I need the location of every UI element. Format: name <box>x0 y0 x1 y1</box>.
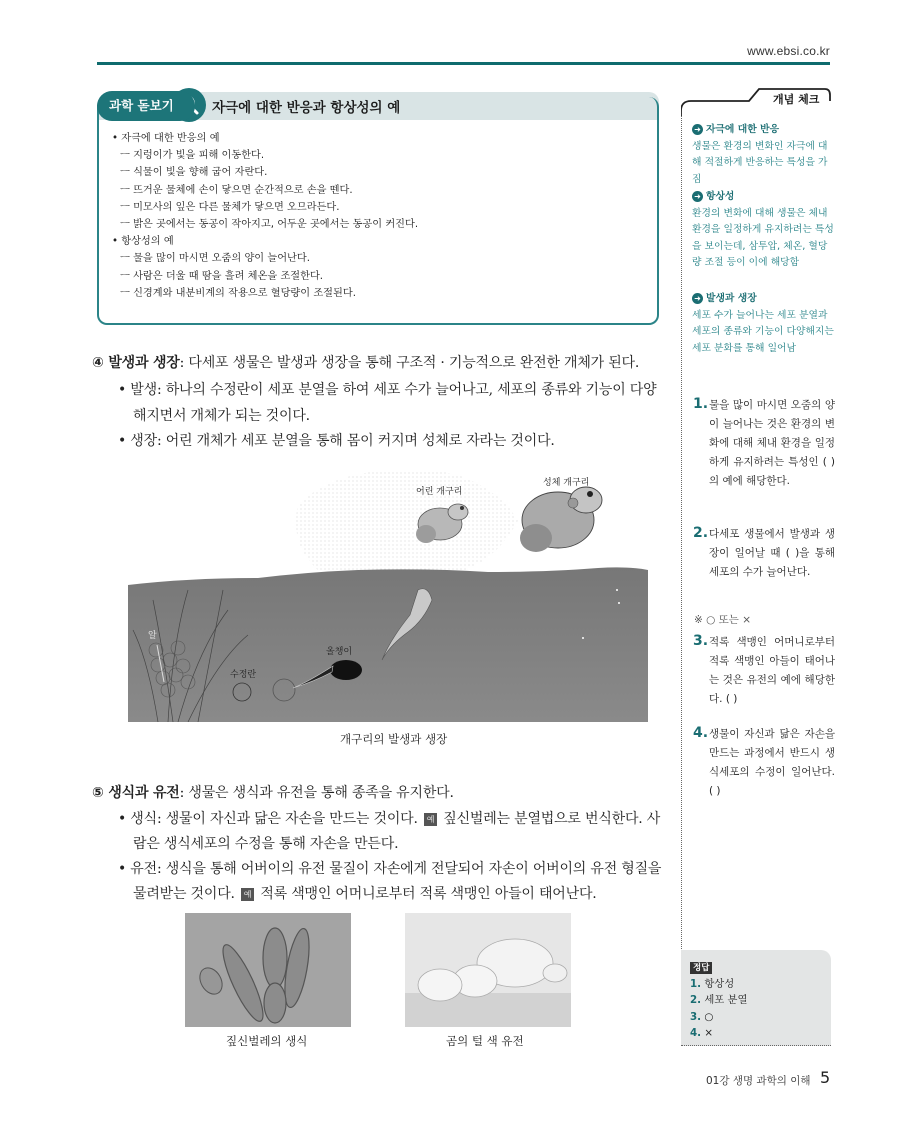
list-item: ㅡ 물을 많이 마시면 오줌의 양이 늘어난다. <box>120 253 310 265</box>
example-badge: 예 <box>424 813 437 826</box>
arrow-right-icon: ➜ <box>692 124 703 135</box>
list-item: ㅡ 사람은 더울 때 땀을 흘려 체온을 조절한다. <box>120 270 324 282</box>
polar-bear-photo <box>405 913 571 1027</box>
paramecium-caption: 짚신벌레의 생식 <box>226 1034 308 1048</box>
section5-bullet2-cont: 물려받는 것이다. 예 적록 색맹인 어머니로부터 적록 색맹인 아들이 태어난다. <box>133 886 597 902</box>
concept-check-label: 개념 체크 <box>773 93 820 106</box>
answer-item: 2. 세포 분열 <box>690 994 748 1007</box>
quiz-item-4: 4. 생물이 자신과 닮은 자손을 만드는 과정에서 반드시 생식세포의 수정이 일어난다. ( ) <box>693 725 835 797</box>
section4-heading-line <box>92 352 639 372</box>
answer-item: 1. 항상성 <box>690 978 735 990</box>
answer-item: 4. × <box>690 1026 713 1039</box>
page-number: 5 <box>820 1068 831 1087</box>
paramecium-photo <box>185 913 351 1027</box>
answer-tag: 정답 <box>690 962 712 974</box>
concept-homeostasis: ➜ 항상성 환경의 변화에 대해 생물은 체내 환경을 일정하게 유지하려는 특성을 보이는데, 삼투압, 체온, 혈당량 조절 등이 이에 해당함 <box>692 191 834 268</box>
label-egg: 알 <box>148 631 157 641</box>
section5-bullet1: • 생식: 생물이 자신과 닮은 자손을 만드는 것이다. 예 짚신벌레는 분열법으로 번식한다. 사 <box>118 811 661 827</box>
arrow-right-icon: ➜ <box>692 191 703 202</box>
polar-bear-caption: 곰의 털 색 유전 <box>446 1034 524 1048</box>
list-item: • 항상성의 예 <box>112 236 174 248</box>
list-item: • 자극에 대한 반응의 예 <box>112 133 220 144</box>
example-badge: 예 <box>241 888 254 901</box>
quiz-item-1: 1. 물을 많이 마시면 오줌의 양이 늘어나는 것은 환경의 변화에 대해 체내 환경을 일정하게 유지하려는 특성인 ( )의 예에 해당한다. <box>693 396 835 487</box>
quiz-item-3: 3. 적록 색맹인 어머니로부터 적록 색맹인 아들이 태어나는 것은 유전의 예에 해당한다. ( ) <box>693 633 835 705</box>
section4-bullet1: • 발생: 하나의 수정란이 세포 분열을 하여 세포 수가 늘어나고, 세포의 종류와 기능이 다양 <box>118 382 657 398</box>
quiz-item-2: 2. 다세포 생물에서 발생과 생장이 일어날 때 ( )을 통해 세포의 수가 늘어난다. <box>693 525 835 578</box>
section5-bullet2: • 유전: 생식을 통해 어버이의 유전 물질이 자손에게 전달되어 자손이 어버이의 유전 형질을 <box>118 861 662 877</box>
arrow-right-icon: ➜ <box>692 293 703 304</box>
answer-item: 3. ○ <box>690 1010 714 1023</box>
list-item: ㅡ 지렁이가 빛을 피해 이동한다. <box>120 150 265 162</box>
section5-intro: : 생물은 생식과 유전을 통해 종족을 유지한다. <box>179 785 454 801</box>
label-fertilized-egg: 수정란 <box>230 670 257 680</box>
science-box-tag: 과학 돋보기 <box>97 91 195 121</box>
frog-figure-caption: 개구리의 발생과 생장 <box>340 732 448 746</box>
section5-heading-line <box>92 782 454 802</box>
section4-bullet2: • 생장: 어린 개체가 세포 분열을 통해 몸이 커지며 성체로 자라는 것이다. <box>118 433 555 449</box>
concept-development-growth: ➜ 발생과 생장 세포 수가 늘어나는 세포 분열과 세포의 종류와 기능이 다양해지는 세포 분화를 통해 일어남 <box>692 293 834 354</box>
header-rule <box>97 62 830 65</box>
list-item: ㅡ 식물이 빛을 향해 굽어 자란다. <box>120 167 268 179</box>
label-tadpole: 올챙이 <box>326 647 353 657</box>
list-item: ㅡ 밝은 곳에서는 동공이 작아지고, 어두운 곳에서는 동공이 커진다. <box>120 219 419 231</box>
list-item: ㅡ 미모사의 잎은 다른 물체가 닿으면 오므라든다. <box>120 201 340 213</box>
concept-stimulus-response: ➜ 자극에 대한 반응 생물은 환경의 변화인 자극에 대해 적절하게 반응하는 특성을 가짐 <box>692 124 828 185</box>
side-panel-divider <box>681 115 682 1043</box>
section4-heading: ④ 발생과 생장 <box>92 355 180 371</box>
label-young-frog: 어린 개구리 <box>416 487 463 497</box>
chapter-label: 01강 생명 과학의 이해 <box>706 1075 811 1087</box>
section4-intro: : 다세포 생물은 발생과 생장을 통해 구조적 · 기능적으로 완전한 개체가 된다. <box>179 355 640 371</box>
frog-development-figure <box>128 460 648 722</box>
section4-bullet1-cont: 해지면서 개체가 되는 것이다. <box>133 408 310 424</box>
ox-instruction: ※ ○ 또는 × <box>694 614 752 626</box>
section5-heading: ⑤ 생식과 유전 <box>92 785 180 801</box>
science-box-list <box>112 130 418 302</box>
list-item: ㅡ 뜨거운 물체에 손이 닿으면 순간적으로 손을 뗀다. <box>120 184 353 196</box>
list-item: ㅡ 신경계와 내분비계의 작용으로 혈당량이 조절된다. <box>120 287 356 299</box>
label-adult-frog: 성체 개구리 <box>543 478 590 488</box>
science-box-title: 자극에 대한 반응과 항상성의 예 <box>212 100 401 116</box>
concept-check-tab <box>681 87 831 117</box>
answer-list <box>690 976 747 1041</box>
adult-frog-illustration <box>520 487 602 552</box>
site-url: www.ebsi.co.kr <box>747 44 830 58</box>
section5-bullet1-cont: 람은 생식세포의 수정을 통해 자손을 만든다. <box>133 836 399 852</box>
